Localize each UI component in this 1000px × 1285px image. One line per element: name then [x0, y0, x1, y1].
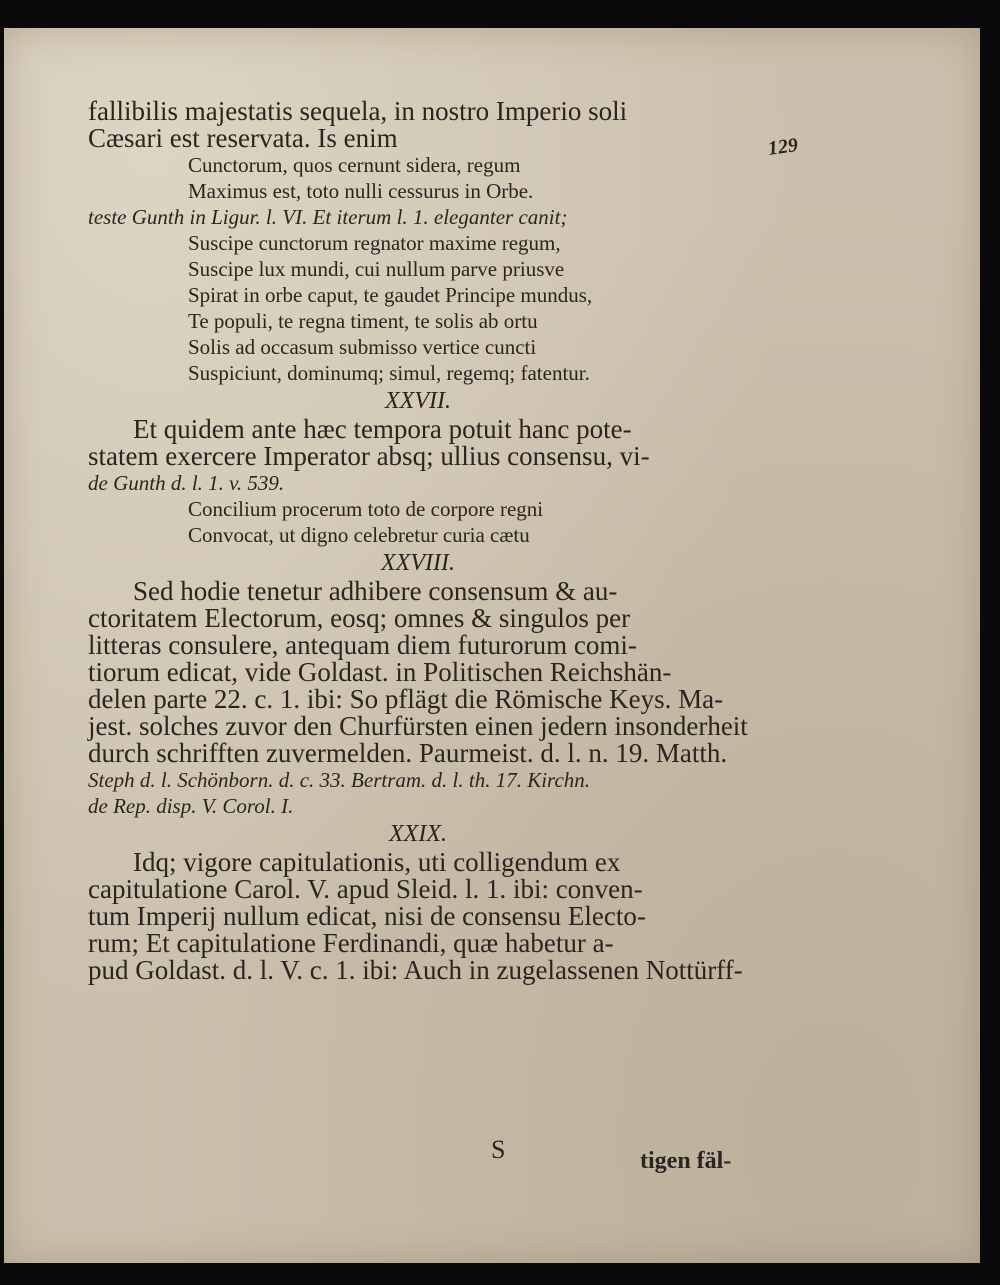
text-line: pud Goldast. d. l. V. c. 1. ibi: Auch in zugelassenen Nottürff-	[88, 955, 743, 985]
book-page	[4, 28, 980, 1263]
text-line: Suscipe lux mundi, cui nullum parve priusve	[188, 257, 565, 281]
section-heading: XXVIII.	[381, 550, 455, 576]
text-line: capitulatione Carol. V. apud Sleid. l. 1. ibi: conven-	[88, 874, 643, 904]
text-line: Et quidem ante hæc tempora potuit hanc pote-	[133, 414, 632, 444]
text-line: Idq; vigore capitulationis, uti colligendum ex	[133, 847, 621, 877]
page-text	[88, 98, 788, 984]
section-heading: XXVII.	[385, 388, 451, 414]
text-line: durch schrifften zuvermelden. Paurmeist. d. l. n. 19. Matth.	[88, 738, 728, 768]
text-line: Suspiciunt, dominumq; simul, regemq; fatentur.	[188, 361, 590, 385]
text-line: teste Gunth in Ligur. l. VI. Et iterum l. 1. eleganter canit;	[88, 205, 568, 229]
text-line: fallibilis majestatis sequela, in nostro Imperio soli	[88, 96, 628, 126]
text-line: Maximus est, toto nulli cessurus in Orbe.	[188, 179, 534, 203]
catchword: tigen fäl-	[640, 1148, 732, 1174]
text-line: Suscipe cunctorum regnator maxime regum,	[188, 231, 561, 255]
text-line: Cæsari est reservata. Is enim	[88, 123, 398, 153]
text-line: Steph d. l. Schönborn. d. c. 33. Bertram. d. l. th. 17. Kirchn.	[88, 768, 591, 792]
text-line: litteras consulere, antequam diem futurorum comi-	[88, 630, 637, 660]
text-line: Solis ad occasum submisso vertice cuncti	[188, 335, 537, 359]
text-line: rum; Et capitulatione Ferdinandi, quæ habetur a-	[88, 928, 614, 958]
text-line: de Rep. disp. V. Corol. I.	[88, 794, 294, 818]
text-line: Sed hodie tenetur adhibere consensum & au-	[133, 576, 618, 606]
section-heading: XXIX.	[389, 821, 447, 847]
text-line: Spirat in orbe caput, te gaudet Principe mundus,	[188, 283, 593, 307]
page-number: 129	[766, 134, 800, 160]
text-line: Te populi, te regna timent, te solis ab ortu	[188, 309, 538, 333]
text-line: Convocat, ut digno celebretur curia cætu	[188, 523, 530, 547]
text-line: de Gunth d. l. 1. v. 539.	[88, 471, 285, 495]
text-line: tum Imperij nullum edicat, nisi de consensu Electo-	[88, 901, 646, 931]
text-line: statem exercere Imperator absq; ullius consensu, vi-	[88, 441, 650, 471]
text-line: tiorum edicat, vide Goldast. in Politischen Reichshän-	[88, 657, 672, 687]
text-line: ctoritatem Electorum, eosq; omnes & singulos per	[88, 603, 631, 633]
signature-mark: S	[491, 1135, 506, 1164]
text-line: delen parte 22. c. 1. ibi: So pflägt die Römische Keys. Ma-	[88, 684, 724, 714]
text-line: Cunctorum, quos cernunt sidera, regum	[188, 153, 521, 177]
text-line: Concilium procerum toto de corpore regni	[188, 497, 544, 521]
text-line: jest. solches zuvor den Churfürsten einen jedern insonderheit	[88, 711, 748, 741]
